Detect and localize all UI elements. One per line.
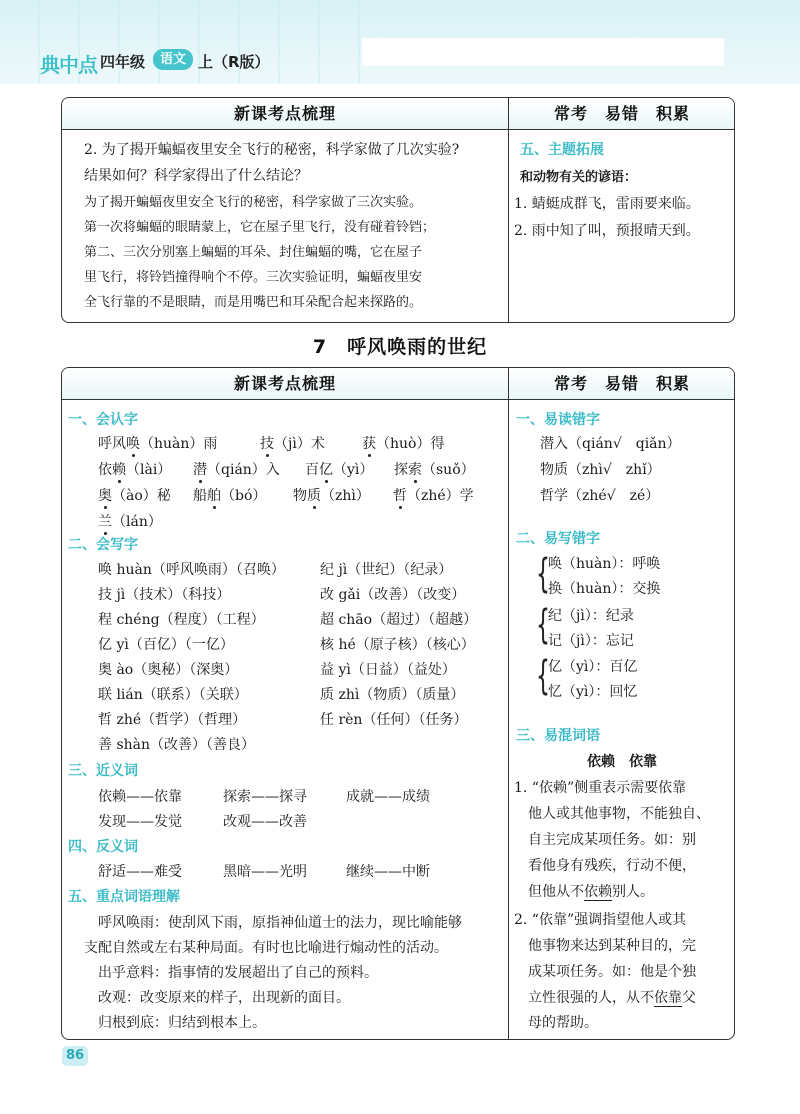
- misread-item: [540, 434, 681, 454]
- word: 探: [394, 462, 408, 478]
- section-heading: 一、会认字: [68, 412, 138, 428]
- key-char: 索: [408, 462, 422, 478]
- recognize-row-2: [394, 460, 475, 480]
- explanation-line: 2. “依靠”强调指望他人或其: [514, 912, 687, 928]
- confused-words-title: 依赖 依靠: [587, 754, 657, 770]
- synonym-pair: 依赖——依靠: [98, 789, 182, 805]
- write-char-right: 任 rèn（任何）（任务）: [320, 712, 468, 728]
- pinyin: （bó）: [221, 488, 267, 504]
- write-char-right: 核 hé（原子核）（核心）: [320, 637, 475, 653]
- write-char-right: 纪 jì（世纪）（纪录）: [320, 562, 453, 578]
- left-column-title: 新课考点梳理: [233, 104, 336, 123]
- miswritten-char: 纪（jì）：纪录: [548, 608, 634, 624]
- recognize-row-1: [362, 434, 444, 454]
- antonym-pair: 黑暗——光明: [223, 864, 307, 880]
- pinyin: （zhé）学: [407, 488, 474, 504]
- pinyin: （yì）: [333, 462, 374, 478]
- write-char-right: 质 zhì（物质）（质量）: [320, 687, 465, 703]
- question-line: 2. 为了揭开蝙蝠夜里安全飞行的秘密，科学家做了几次实验?: [84, 142, 460, 158]
- recognize-row-1: [260, 434, 325, 454]
- underlined-word: 依靠: [654, 990, 682, 1006]
- recognize-row-2: [305, 460, 373, 480]
- write-char-left: 哲 zhé（哲学）（哲理）: [98, 712, 247, 728]
- wrong-reading: zhǐ）: [625, 462, 661, 478]
- underlined-word: 依赖: [584, 884, 612, 900]
- section-heading: 一、易读错字: [516, 412, 600, 428]
- check-mark-icon: √: [602, 462, 612, 478]
- recognize-row-3: [393, 486, 474, 506]
- check-mark-icon: √: [612, 436, 622, 452]
- right-column-title: 常考 易错 积累: [553, 104, 690, 123]
- section-heading: 五、主题拓展: [520, 142, 604, 158]
- pinyin: （huàn）雨: [140, 436, 218, 452]
- question-line: 结果如何？科学家得出了什么结论？: [84, 168, 308, 184]
- write-char-left: 奥 ào（奥秘）（深奥）: [98, 662, 239, 678]
- write-char-left: 亿 yì（百亿）（一亿）: [98, 637, 234, 653]
- pinyin: （jì）术: [274, 436, 325, 452]
- explanation-line: 他人或其他事物，不能独自、: [528, 806, 710, 822]
- proverb-item: 2. 雨中知了叫，预报晴天到。: [514, 223, 700, 239]
- page-number: 86: [62, 1046, 88, 1066]
- miswritten-char: 唤（huàn）：呼唤: [548, 556, 661, 572]
- section-heading: 三、近义词: [68, 763, 138, 779]
- write-char-right: 超 chāo（超过）（超越）: [320, 612, 478, 628]
- text-part: 父: [682, 990, 696, 1006]
- right-column-title: 常考 易错 积累: [553, 374, 690, 393]
- word-explanation: 归根到底：归结到根本上。: [84, 1015, 266, 1031]
- write-char-right: 改 gǎi（改善）（改变）: [320, 587, 466, 603]
- word-explanation: 呼风唤雨：使刮风下雨，原指神仙道士的法力，现比喻能够: [84, 915, 462, 931]
- section-heading: 三、易混词语: [516, 728, 600, 744]
- miswritten-char: 记（jì）：忘记: [548, 633, 634, 649]
- synonym-pair: 改观——改善: [223, 814, 307, 830]
- wrong-reading: qiǎn）: [635, 436, 681, 452]
- brace-icon: {: [536, 602, 550, 648]
- answer-line: 全飞行靠的不是眼睛，而是用嘴巴和耳朵配合起来探路的。: [84, 295, 423, 310]
- answer-line: 第一次将蝙蝠的眼睛蒙上，它在屋子里飞行，没有碰着铃铛；: [84, 220, 436, 235]
- pinyin: （qián）入: [207, 462, 280, 478]
- synonym-pair: 发现——发觉: [98, 814, 182, 830]
- key-char: 技: [260, 436, 274, 452]
- brace-icon: {: [536, 653, 550, 699]
- recognize-row-3: [293, 486, 370, 506]
- key-char: 质: [307, 488, 321, 504]
- key-char: 哲: [393, 488, 407, 504]
- explanation-line: 他事物来达到某种目的，完: [528, 938, 696, 954]
- write-char-right: 益 yì（日益）（益处）: [320, 662, 456, 678]
- check-mark-icon: √: [606, 488, 616, 504]
- write-char-left: 技 jì（技术）（科技）: [98, 587, 231, 603]
- panel-top: [61, 97, 735, 323]
- key-char: 奥: [98, 488, 112, 504]
- column-divider: [508, 98, 509, 322]
- antonym-pair: 继续——中断: [346, 864, 430, 880]
- grade-label: 四年级: [100, 53, 146, 71]
- answer-line: 里飞行，将铃铛撞得响个不停。三次实验证明，蝙蝠夜里安: [84, 270, 423, 285]
- answer-line: 为了揭开蝙蝠夜里安全飞行的秘密，科学家做了三次实验。: [84, 195, 423, 210]
- recognize-row-2: [193, 460, 280, 480]
- word: 船: [193, 488, 207, 504]
- key-char: 亿: [319, 462, 333, 478]
- pinyin: （suǒ）: [422, 462, 475, 478]
- explanation-line: [528, 882, 654, 902]
- misread-item: [540, 486, 659, 506]
- pinyin: （zhì）: [321, 488, 370, 504]
- recognize-row-1: [98, 434, 217, 454]
- brace-icon: {: [536, 551, 550, 597]
- pinyin: （huò）得: [376, 436, 445, 452]
- explanation-line: 自主完成某项任务。如：别: [528, 832, 696, 848]
- misread-word: 哲学（zhé: [540, 488, 607, 504]
- word-explanation: 改观：改变原来的样子，出现新的面目。: [84, 990, 350, 1006]
- explanation-line: 成某项任务。如：他是个独: [528, 964, 696, 980]
- miswritten-char: 亿（yì）：百亿: [548, 659, 638, 675]
- text-part: 立性很强的人，从不: [528, 990, 654, 1006]
- recognize-row-2: [98, 460, 171, 480]
- left-column-title: 新课考点梳理: [233, 374, 336, 393]
- subject-badge: 语文: [153, 49, 193, 70]
- write-char-left: 联 lián（联系）（关联）: [98, 687, 248, 703]
- word-explanation: 出乎意料：指事情的发展超出了自己的预料。: [84, 965, 378, 981]
- section-heading: 二、会写字: [68, 537, 138, 553]
- write-char-left: 善 shàn（改善）（善良）: [98, 737, 256, 753]
- write-char-left: 程 chéng（程度）（工程）: [98, 612, 265, 628]
- antonym-pair: 舒适——难受: [98, 864, 182, 880]
- section-heading: 二、易写错字: [516, 531, 600, 547]
- panel-main: [61, 367, 735, 1040]
- column-divider: [508, 368, 509, 1039]
- chapter-title: 7 呼风唤雨的世纪: [312, 336, 488, 358]
- word: 百: [305, 462, 319, 478]
- explanation-line: 1. “依赖”侧重表示需要依靠: [514, 780, 687, 796]
- recognize-row-3: [98, 486, 171, 506]
- key-char: 获: [362, 436, 376, 452]
- word: 物: [293, 488, 307, 504]
- section-heading: 四、反义词: [68, 839, 138, 855]
- volume-label: 上（R版）: [198, 53, 270, 71]
- word-explanation: 支配自然或左右某种局面。有时也比喻进行煽动性的活动。: [84, 940, 448, 956]
- pinyin: （ào）秘: [112, 488, 171, 504]
- word: 呼风: [98, 436, 126, 452]
- misread-word: 潜入（qián: [540, 436, 613, 452]
- pinyin: （lài）: [126, 462, 172, 478]
- header-blank-box: [362, 38, 724, 66]
- proverb-item: 1. 蜻蜓成群飞，雷雨要来临。: [514, 196, 700, 212]
- recognize-row-4: [98, 512, 162, 532]
- proverb-subtitle: 和动物有关的谚语：: [520, 170, 638, 185]
- key-char: 潜: [193, 462, 207, 478]
- misread-word: 物质（zhì: [540, 462, 603, 478]
- explanation-line: 看他身有残疾，行动不便，: [528, 858, 696, 874]
- miswritten-char: 换（huàn）：交换: [548, 581, 661, 597]
- synonym-pair: 成就——成绩: [346, 789, 430, 805]
- section-heading: 五、重点词语理解: [68, 889, 180, 905]
- explanation-line: 母的帮助。: [528, 1015, 598, 1031]
- brand-logo: 典中点: [40, 53, 97, 77]
- key-char: 舶: [207, 488, 221, 504]
- misread-item: [540, 460, 661, 480]
- key-char: 唤: [126, 436, 140, 452]
- answer-line: 第二、三次分别塞上蝙蝠的耳朵、封住蝙蝠的嘴，它在屋子: [84, 245, 423, 260]
- explanation-line: [528, 988, 696, 1008]
- synonym-pair: 探索——探寻: [223, 789, 307, 805]
- key-char: 兰: [98, 514, 112, 530]
- wrong-reading: zé）: [629, 488, 660, 504]
- key-char: 赖: [112, 462, 126, 478]
- recognize-row-3: [193, 486, 266, 506]
- pinyin: （lán）: [112, 514, 162, 530]
- text-part: 别人。: [612, 884, 654, 900]
- text-part: 但他从不: [528, 884, 584, 900]
- word: 依: [98, 462, 112, 478]
- write-char-left: 唤 huàn（呼风唤雨）（召唤）: [98, 562, 285, 578]
- miswritten-char: 忆（yì）：回忆: [548, 684, 638, 700]
